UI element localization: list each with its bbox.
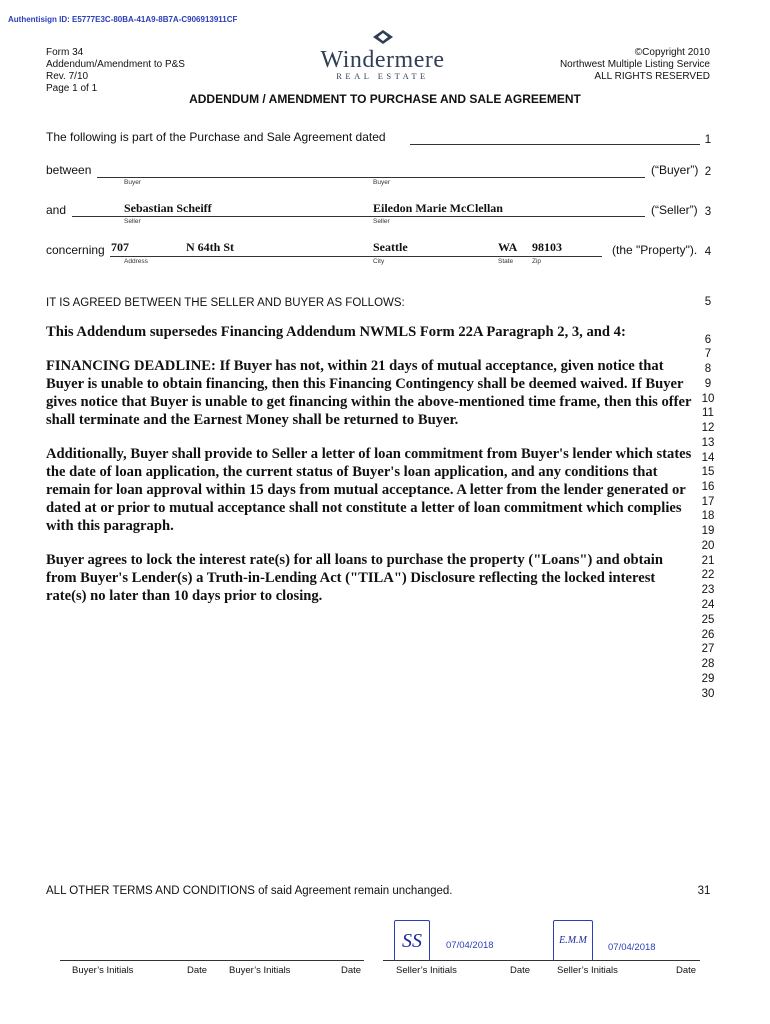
line-number: 10 (701, 393, 715, 405)
seller-suffix: (“Seller”) (651, 203, 698, 217)
seller-2-date: 07/04/2018 (608, 942, 656, 953)
form-number: Form 34 (46, 47, 84, 58)
seller-initials-label-2: Seller’s Initials (557, 965, 618, 976)
seller-date-label-2: Date (676, 965, 697, 976)
line-number: 26 (701, 629, 715, 641)
addendum-body (46, 323, 696, 621)
seller-1-name: Sebastian Scheiff (124, 201, 212, 215)
buyer-date-label-1: Date (187, 965, 208, 976)
line-number: 22 (701, 569, 715, 581)
seller-initials-line[interactable] (383, 960, 700, 961)
buyer-name-field[interactable] (97, 177, 645, 178)
line-number: 25 (701, 614, 715, 626)
line-number: 30 (701, 688, 715, 700)
line-number: 14 (701, 452, 715, 464)
windermere-logo (320, 30, 445, 81)
form-rev: Rev. 7/10 (46, 71, 89, 82)
paragraph-financing-deadline: FINANCING DEADLINE: If Buyer has not, within 21 days of mutual acceptance, given notice that Buyer is unable to obtain financing, then this Financing Contingency shall be deemed waived. If Buyer gives notice that Buyer is unable to get financing within the above-mentioned time frame, then this offer shall terminate and the Earnest Money shall be returned to Buyer. (46, 358, 692, 428)
zip-value: 98103 (532, 240, 562, 254)
city-value: Seattle (373, 240, 408, 254)
line-number: 24 (701, 599, 715, 611)
property-suffix: (the "Property"). (612, 243, 698, 257)
paragraph-supersedes: This Addendum supersedes Financing Addendum NWMLS Form 22A Paragraph 2, 3, and 4: (46, 324, 626, 340)
line-number: 15 (701, 466, 715, 478)
document-title: ADDENDUM / AMENDMENT TO PURCHASE AND SALE AGREEMENT (189, 92, 581, 106)
line-number: 11 (702, 407, 714, 419)
line-number: 9 (704, 378, 712, 390)
line-number: 23 (701, 584, 715, 596)
line-number: 8 (704, 363, 712, 375)
line-number: 18 (701, 510, 715, 522)
form-page: Page 1 of 1 (46, 83, 98, 94)
logo-mark-icon (373, 30, 393, 44)
form-name: Addendum/Amendment to P&S (46, 59, 185, 70)
footer-terms: ALL OTHER TERMS AND CONDITIONS of said Agreement remain unchanged. (46, 885, 453, 897)
seller-name-field[interactable] (72, 216, 645, 217)
line-number: 2 (704, 166, 712, 178)
line-number: 16 (701, 481, 715, 493)
seller-2-initials-box (553, 920, 593, 961)
state-value: WA (498, 240, 518, 254)
buyer-suffix: (“Buyer”) (651, 163, 699, 177)
seller-1-initials-box (394, 920, 430, 961)
form-info (46, 47, 185, 95)
line-number: 28 (701, 658, 715, 670)
address-street: N 64th St (186, 240, 235, 254)
line-number: 21 (701, 555, 715, 567)
line-number: 13 (701, 437, 715, 449)
line-number: 7 (704, 348, 712, 360)
buyer-caption-1: Buyer (124, 179, 141, 186)
line-number: 3 (704, 206, 712, 218)
agreement-date-field[interactable] (410, 144, 700, 145)
copyright-block (560, 47, 710, 83)
zip-caption: Zip (532, 258, 542, 265)
seller-1-initials: SS (402, 930, 422, 952)
seller-date-label-1: Date (510, 965, 531, 976)
seller-1-date: 07/04/2018 (446, 940, 494, 951)
city-caption: City (373, 258, 385, 265)
line-number: 19 (701, 525, 715, 537)
state-caption: State (498, 258, 514, 265)
line-number: 17 (701, 496, 715, 508)
agreed-heading: IT IS AGREED BETWEEN THE SELLER AND BUYER AS FOLLOWS: (46, 297, 405, 309)
intro-text: The following is part of the Purchase and Sale Agreement dated (46, 130, 386, 144)
copyright-org: Northwest Multiple Listing Service (559, 59, 710, 70)
authentisign-id: Authentisign ID: E5777E3C-80BA-41A9-8B7A-C906913911CF (8, 15, 238, 24)
seller-initials-label-1: Seller’s Initials (396, 965, 457, 976)
line-number: 29 (701, 673, 715, 685)
buyer-initials-label-2: Buyer’s Initials (229, 965, 291, 976)
buyer-date-label-2: Date (341, 965, 362, 976)
line-number: 20 (701, 540, 715, 552)
line-number: 12 (701, 422, 715, 434)
seller-2-name: Eiledon Marie McClellan (373, 201, 503, 215)
logo-wordmark: Windermere (320, 47, 445, 73)
buyer-initials-line[interactable] (60, 960, 364, 961)
and-label: and (46, 203, 67, 217)
line-number: 6 (704, 334, 712, 346)
buyer-initials-label-1: Buyer’s Initials (72, 965, 134, 976)
between-label: between (46, 163, 92, 177)
logo-subtitle: REAL ESTATE (336, 71, 429, 81)
paragraph-rate-lock: Buyer agrees to lock the interest rate(s) for all loans to purchase the property ("Loans") and obtain from Buyer's Lender(s) a Truth-in-Lending Act ("TILA") Disclosure reflecting the locked interest rate(s) no later than 10 days prior to closing. (46, 552, 663, 604)
line-number: 5 (704, 296, 712, 308)
concerning-label: concerning (46, 243, 105, 257)
buyer-caption-2: Buyer (373, 179, 390, 186)
property-address-field[interactable] (110, 256, 602, 257)
line-number: 1 (704, 134, 712, 146)
seller-caption-2: Seller (373, 218, 390, 225)
paragraph-loan-commitment: Additionally, Buyer shall provide to Seller a letter of loan commitment from Buyer's lender which states the date of loan application, the current status of Buyer's loan application, and any conditions that remain for loan approval within 15 days from mutual acceptance. A letter from the lender generated or dated at or prior to mutual acceptance shall not constitute a letter of loan commitment which complies with this paragraph. (46, 446, 692, 534)
line-number: 4 (704, 246, 712, 258)
address-caption: Address (124, 258, 148, 265)
copyright-line: ©Copyright 2010 (634, 47, 710, 58)
seller-2-initials: E.M.M (559, 935, 587, 946)
seller-caption-1: Seller (124, 218, 141, 225)
line-number: 27 (701, 643, 715, 655)
line-number: 31 (697, 885, 711, 897)
copyright-rights: ALL RIGHTS RESERVED (594, 71, 710, 82)
address-number: 707 (111, 240, 129, 254)
